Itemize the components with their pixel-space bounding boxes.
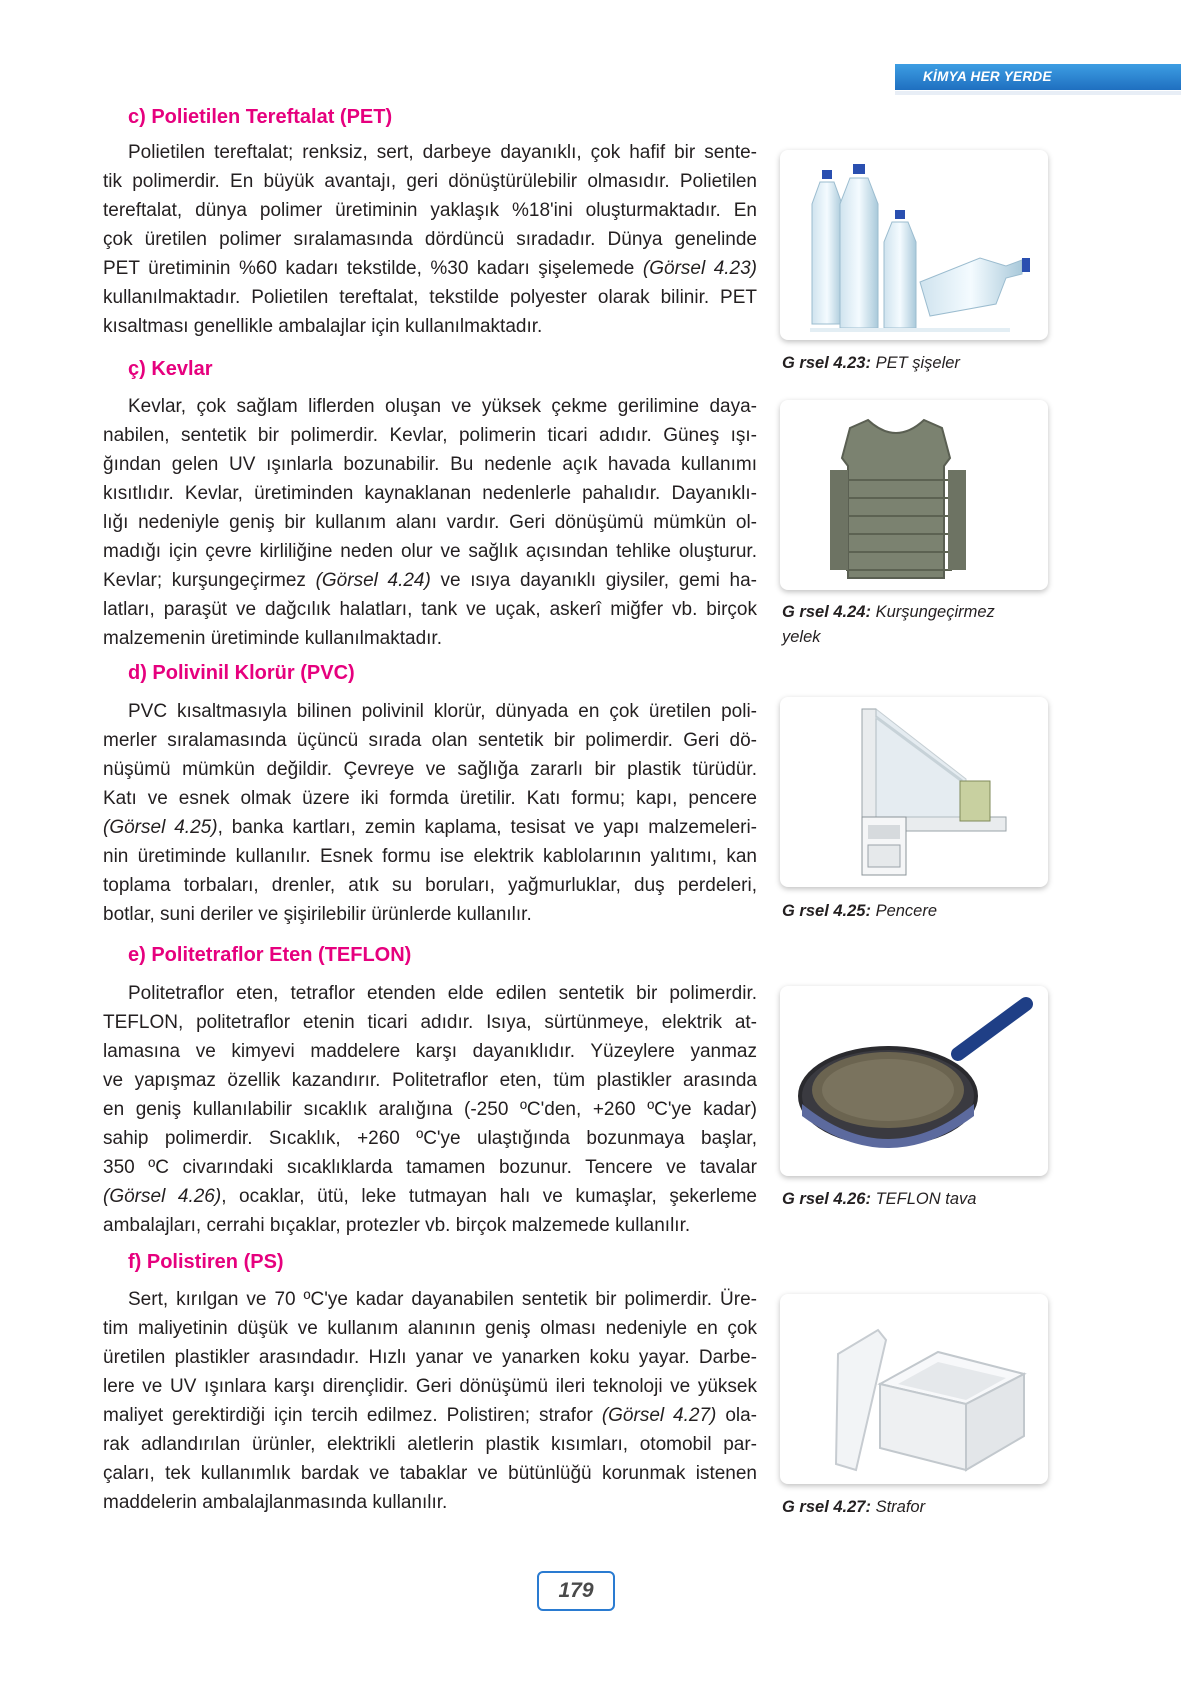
page-number: 179 xyxy=(537,1571,615,1611)
text-line: ğından gelen UV ışınlarla bozunabilir. Bu nedenle açık havada kullanımı xyxy=(103,454,757,475)
figure-reference: (Görsel 4.24) xyxy=(315,570,431,591)
text-segment: , ocaklar, ütü, leke tutmayan halı ve kumaşlar, şekerleme xyxy=(221,1186,757,1207)
pet-bottles-icon xyxy=(780,150,1048,340)
paragraph-pet xyxy=(103,138,757,341)
heading-pet: c) Polietilen Tereftalat (PET) xyxy=(128,106,393,128)
text-line: 350 ºC civarındaki sıcaklıklarda tamamen bozunur. Tencere ve tavalar xyxy=(103,1157,757,1178)
text-segment: ve ısıya dayanıklı giysiler, gemi ha- xyxy=(440,570,757,591)
text-line: TEFLON, politetraflor etenin ticari adıdır. Isıya, sürtünmeye, elektrik at- xyxy=(103,1012,757,1033)
text-line: çaları, tek kullanımlık bardak ve tabaklar ve bütünlüğü korunmak istenen xyxy=(103,1463,757,1484)
text-line: en geniş kullanılabilir sıcaklık aralığına (-250 ºC'den, +260 ºC'ye kadar) xyxy=(103,1099,757,1120)
text-line-with-ref xyxy=(103,566,757,595)
caption-text: TEFLON tava xyxy=(875,1190,977,1208)
text-line: tik polimerdir. En büyük avantajı, geri dönüştürülebilir olmasıdır. Polietilen xyxy=(103,171,757,192)
text-line: kısaltması genellikle ambalajlar için kullanılmaktadır. xyxy=(103,316,543,337)
caption-text-cont: yelek xyxy=(782,628,821,646)
frying-pan-icon xyxy=(780,986,1048,1176)
text-line: üretilen plastikler arasındadır. Hızlı yanar ve yanarken koku yayar. Darbe- xyxy=(103,1347,757,1368)
paragraph-kevlar xyxy=(103,392,757,653)
text-line: malzemenin üretiminde kullanılmaktadır. xyxy=(103,628,442,649)
caption-4-25 xyxy=(782,899,1052,924)
text-line: Polietilen tereftalat; renksiz, sert, darbeye dayanıklı, çok hafif bir sente- xyxy=(128,142,757,163)
text-line: ambalajları, cerrahi bıçaklar, protezler vb. birçok malzemede kullanılır. xyxy=(103,1215,691,1236)
text-line-with-ref xyxy=(103,813,757,842)
text-segment: Kevlar; kurşungeçirmez xyxy=(103,570,306,591)
figure-reference: (Görsel 4.27) xyxy=(601,1405,717,1426)
text-line: Politetraflor eten, tetraflor etenden elde edilen sentetik bir polimerdir. xyxy=(128,983,757,1004)
text-line-with-ref xyxy=(103,254,757,283)
caption-label: G rsel 4.25: xyxy=(782,902,871,920)
caption-label: G rsel 4.23: xyxy=(782,354,871,372)
text-line-with-ref xyxy=(103,1401,757,1430)
chapter-header-label: KİMYA HER YERDE xyxy=(923,69,1052,84)
text-line: maddelerin ambalajlanmasında kullanılır. xyxy=(103,1492,448,1513)
caption-text: Kurşungeçirmez xyxy=(875,603,995,621)
paragraph-pvc xyxy=(103,697,757,929)
figure-reference: (Görsel 4.25) xyxy=(103,817,218,838)
text-line: rak adlandırılan ürünler, elektrikli aletlerin plastik kısımları, otomobil par- xyxy=(103,1434,757,1455)
text-line: nüşümü mümkün değildir. Çevreye ve sağlığa zararlı bir plastik türüdür. xyxy=(103,759,757,780)
text-line: lığı nedeniyle geniş bir kullanım alanı vardır. Geri dönüşümü mümkün ol- xyxy=(103,512,757,533)
text-line: lere ve UV ışınlara karşı dirençlidir. Geri dönüşümü ileri teknoloji ve yüksek xyxy=(103,1376,757,1397)
caption-text: Pencere xyxy=(875,902,938,920)
text-line: nin üretiminde kullanılır. Esnek formu ise elektrik kablolarının yalıtımı, kan xyxy=(103,846,757,867)
text-segment: ola- xyxy=(716,1405,758,1426)
text-line: sahip polimerdir. Sıcaklık, +260 ºC'ye ulaştığında bozunmaya başlar, xyxy=(103,1128,757,1149)
text-line: merler sıralamasında üçüncü sırada olan sentetik bir polimerdir. Geri dö- xyxy=(103,730,757,751)
text-line: lamasına ve kimyevi maddelere karşı dayanıklıdır. Yüzeylere yanmaz xyxy=(103,1041,757,1062)
caption-4-23 xyxy=(782,351,1052,376)
text-line: kısıtlıdır. Kevlar, üretiminden kaynaklanan nedenlerle pahalıdır. Dayanıklı- xyxy=(103,483,757,504)
text-line: ve yapışmaz özellik kazandırır. Politetraflor eten, tüm plastikler arasında xyxy=(103,1070,757,1091)
styrofoam-box-icon xyxy=(780,1294,1048,1484)
caption-text: PET şişeler xyxy=(875,354,960,372)
figure-image-pet-bottles xyxy=(780,150,1048,340)
text-line-with-ref xyxy=(103,1182,757,1211)
figure-reference: (Görsel 4.23) xyxy=(642,258,758,279)
text-line: PVC kısaltmasıyla bilinen polivinil klorür, dünyada en çok üretilen poli- xyxy=(128,701,757,722)
text-line: nabilen, sentetik bir polimerdir. Kevlar, polimerin ticari adıdır. Güneş ışı- xyxy=(103,425,757,446)
paragraph-ps xyxy=(103,1285,757,1517)
text-segment: maliyet gerektirdiği için tercih edilmez. Polistiren; strafor xyxy=(103,1405,593,1426)
text-line: botlar, suni deriler ve şişirilebilir ürünlerde kullanılır. xyxy=(103,904,532,925)
text-segment: PET üretiminin %60 kadarı tekstilde, %30 kadarı şişelemede xyxy=(103,258,635,279)
text-line: çok üretilen polimer sıralamasında dördüncü sıradadır. Dünya genelinde xyxy=(103,229,757,250)
caption-4-27 xyxy=(782,1495,1052,1520)
text-segment: , banka kartları, zemin kaplama, tesisat ve yapı malzemeleri- xyxy=(217,817,758,838)
figure-reference: (Görsel 4.26) xyxy=(103,1186,222,1207)
bulletproof-vest-icon xyxy=(780,400,1048,590)
paragraph-teflon xyxy=(103,979,757,1240)
heading-kevlar: ç) Kevlar xyxy=(128,358,213,380)
text-line: latları, paraşüt ve dağcılık halatları, tank ve uçak, askerî miğfer vb. birçok xyxy=(103,599,757,620)
figure-image-styrofoam-box xyxy=(780,1294,1048,1484)
chapter-header-tab xyxy=(895,64,1181,90)
text-line: kullanılmaktadır. Polietilen tereftalat, tekstilde polyester olarak bilinir. PET xyxy=(103,287,757,308)
figure-image-window xyxy=(780,697,1048,887)
window-frame-icon xyxy=(780,697,1048,887)
text-line: tim maliyetinin düşük ve kullanım alanının geniş olması nedeniyle en çok xyxy=(103,1318,757,1339)
caption-4-26 xyxy=(782,1187,1052,1212)
text-line: Kevlar, çok sağlam liflerden oluşan ve yüksek çekme gerilimine daya- xyxy=(128,396,757,417)
figure-image-frying-pan xyxy=(780,986,1048,1176)
text-line: Sert, kırılgan ve 70 ºC'ye kadar dayanabilen sentetik bir polimerdir. Üre- xyxy=(128,1289,757,1310)
text-line: madığı için çevre kirliliğine neden olur ve sağlık açısından tehlike oluşturur. xyxy=(103,541,757,562)
heading-ps: f) Polistiren (PS) xyxy=(128,1251,284,1273)
caption-text: Strafor xyxy=(875,1498,926,1516)
caption-4-24 xyxy=(782,600,1052,650)
text-line: Katı ve esnek olmak üzere iki formda üretilir. Katı formu; kapı, pencere xyxy=(103,788,757,809)
heading-teflon: e) Politetraflor Eten (TEFLON) xyxy=(128,944,412,966)
caption-label: G rsel 4.27: xyxy=(782,1498,871,1516)
heading-pvc: d) Polivinil Klorür (PVC) xyxy=(128,662,355,684)
text-line: tereftalat, dünya polimer üretiminin yaklaşık %18'ini oluşturmaktadır. En xyxy=(103,200,757,221)
text-line: toplama torbaları, drenler, atık su boruları, yağmurluklar, duş perdeleri, xyxy=(103,875,757,896)
caption-label: G rsel 4.26: xyxy=(782,1190,871,1208)
caption-label: G rsel 4.24: xyxy=(782,603,871,621)
figure-image-bulletproof-vest xyxy=(780,400,1048,590)
